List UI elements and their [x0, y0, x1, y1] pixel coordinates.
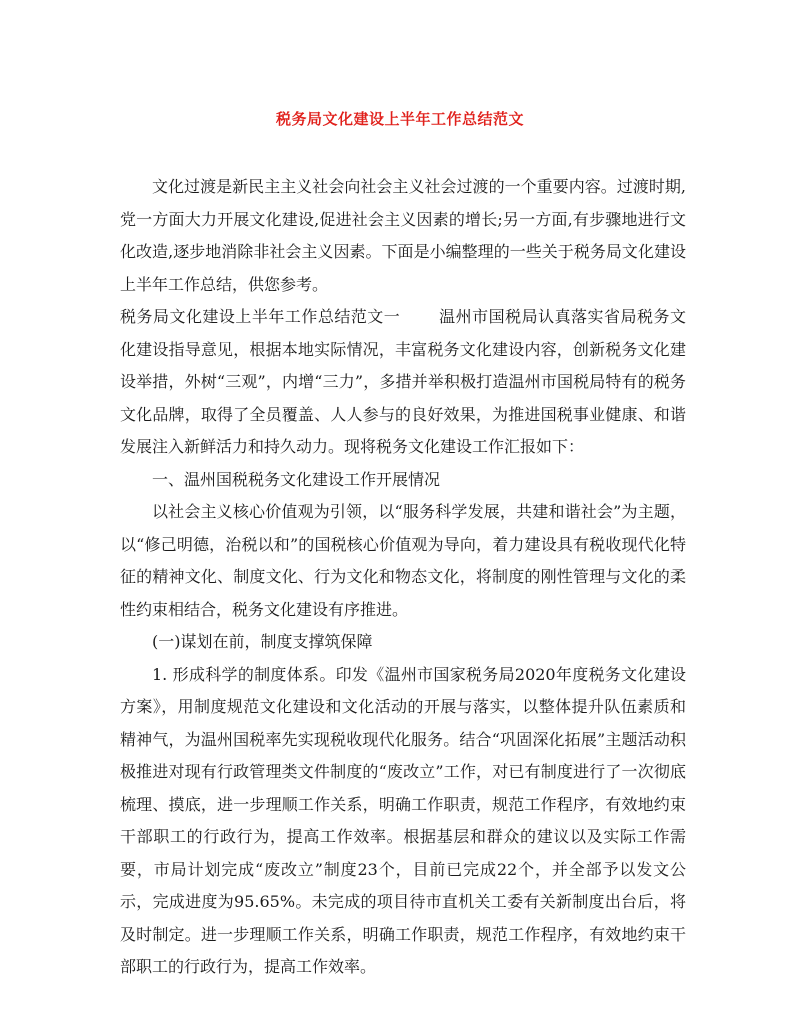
sample-heading: 税务局文化建设上半年工作总结范文一 — [120, 307, 401, 326]
document-body — [120, 171, 686, 984]
subsection-1-heading: (一)谋划在前，制度支撑筑保障 — [152, 632, 373, 651]
document-title: 税务局文化建设上半年工作总结范文 — [275, 110, 524, 128]
sample-opening: 温州市国税局认真落实省局税务文化建设指导意见，根据本地实际情况，丰富税务文化建设内容，创新税务文化建设举措，外树“三观”，内增“三力”，多措并举积极打造温州市国税局特有的税务文化品牌，取得了全员覆盖、人人参与的良好效果，为推进国税事业健康、和谐发展注入新鲜活力和持久动力。现将税务文化建设工作汇报如下： — [120, 307, 686, 456]
sample-paragraph — [120, 301, 686, 464]
section-1-paragraph: 以社会主义核心价值观为引领，以“服务科学发展，共建和谐社会”为主题，以“修己明德，治税以和”的国税核心价值观为导向，着力建设具有税收现代化特征的精神文化、制度文化、行为文化和物态文化，将制度的刚性管理与文化的柔性约束相结合，税务文化建设有序推进。 — [120, 502, 686, 619]
intro-paragraph: 文化过渡是新民主主义社会向社会主义社会过渡的一个重要内容。过渡时期,党一方面大力开展文化建设,促进社会主义因素的增长;另一方面,有步骤地进行文化改造,逐步地消除非社会主义因素。下面是小编整理的一些关于税务局文化建设上半年工作总结，供您参考。 — [120, 177, 686, 294]
point-1-paragraph: 1. 形成科学的制度体系。印发《温州市国家税务局2020年度税务文化建设方案》，用制度规范文化建设和文化活动的开展与落实，以整体提升队伍素质和精神气，为温州国税率先实现税收现代化服务。结合“巩固深化拓展”主题活动积极推进对现有行政管理类文件制度的“废改立”工作，对已有制度进行了一次彻底梳理、摸底，进一步理顺工作关系，明确工作职责，规范工作程序，有效地约束干部职工的行政行为，提高工作效率。根据基层和群众的建议以及实际工作需要，市局计划完成“废改立”制度23个，目前已完成22个，并全部予以发文公示，完成进度为95.65%。未完成的项目待市直机关工委有关新制度出台后，将及时制定。进一步理顺工作关系，明确工作职责，规范工作程序，有效地约束干部职工的行政行为，提高工作效率。 — [120, 664, 686, 976]
section-1-heading: 一、温州国税税务文化建设工作开展情况 — [152, 469, 441, 489]
